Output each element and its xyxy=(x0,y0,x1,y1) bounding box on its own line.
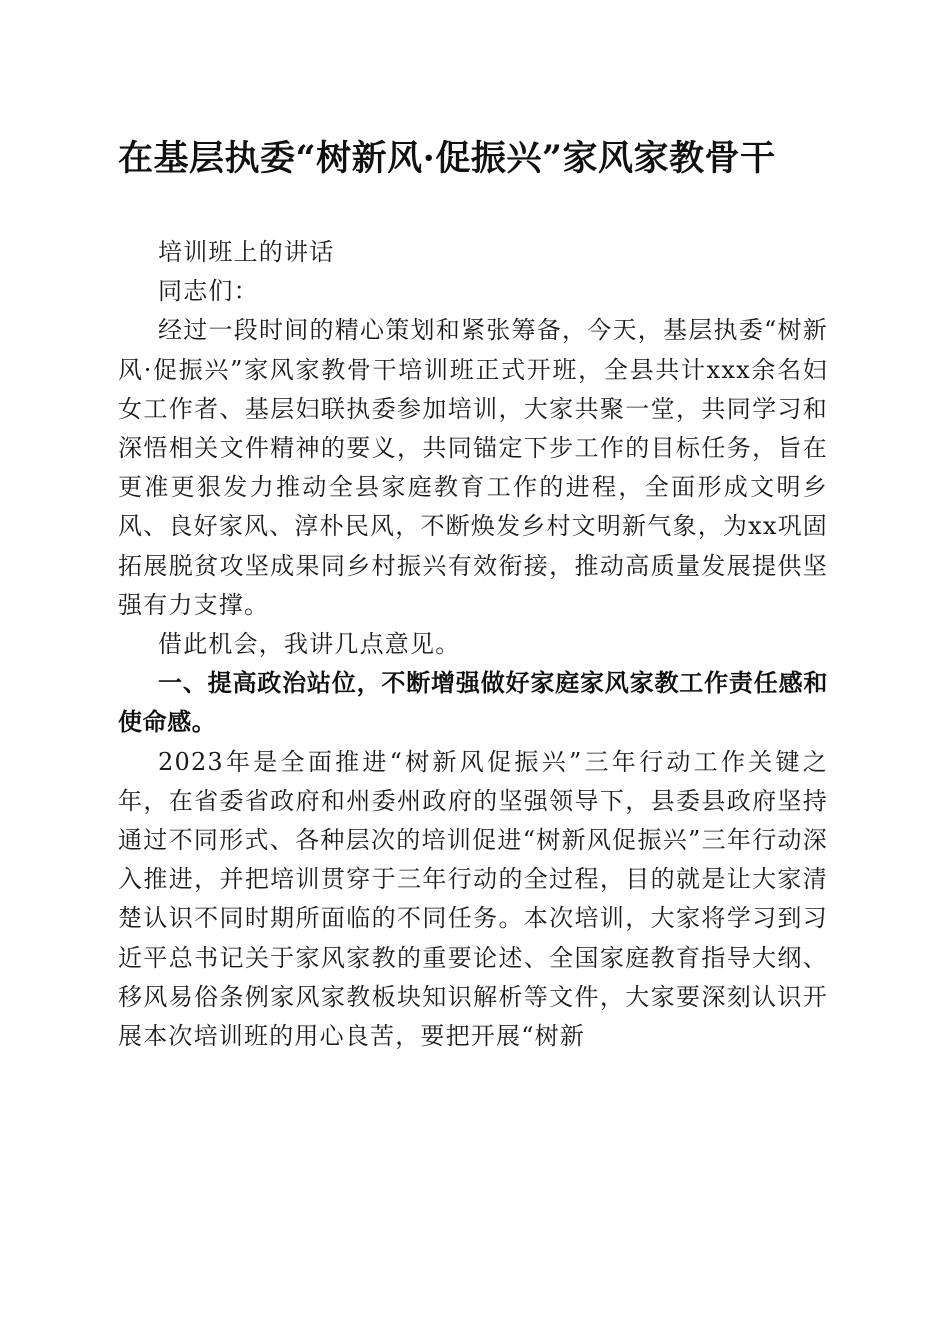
paragraph-opening: 经过一段时间的精心策划和紧张筹备，今天，基层执委“树新风·促振兴”家风家教骨干培训班正式开班，全县共计xxx余名妇女工作者、基层妇联执委参加培训，大家共聚一堂，共同学习和深悟相关文件精神的要义，共同锚定下步工作的目标任务，旨在更准更狠发力推动全县家庭教育工作的进程，全面形成文明乡风、良好家风、淳朴民风，不断焕发乡村文明新气象，为xx巩固拓展脱贫攻坚成果同乡村振兴有效衔接，推动高质量发展提供坚强有力支撑。 xyxy=(118,316,828,619)
paragraph-transition: 借此机会，我讲几点意见。 xyxy=(158,630,461,659)
paragraph-subtitle: 培训班上的讲话 xyxy=(158,238,335,266)
paragraph-salutation: 同志们： xyxy=(158,277,259,306)
document-body xyxy=(118,233,828,1056)
document-title: 在基层执委“树新风·促振兴”家风家教骨干 xyxy=(118,138,776,179)
section-heading-1: 一、提高政治站位，不断增强做好家庭家风家教工作责任感和使命感。 xyxy=(118,669,828,737)
paragraph-section-1-body: 2023年是全面推进“树新风促振兴”三年行动工作关键之年，在省委省政府和州委州政府的坚强领导下，县委县政府坚持通过不同形式、各种层次的培训促进“树新风促振兴”三年行动深入推进，并把培训贯穿于三年行动的全过程，目的就是让大家清楚认识不同时期所面临的不同任务。本次培训，大家将学习到习近平总书记关于家风家教的重要论述、全国家庭教育指导大纲、移风易俗条例家风家教板块知识解析等文件，大家要深刻认识开展本次培训班的用心良苦，要把开展“树新 xyxy=(118,747,828,1051)
